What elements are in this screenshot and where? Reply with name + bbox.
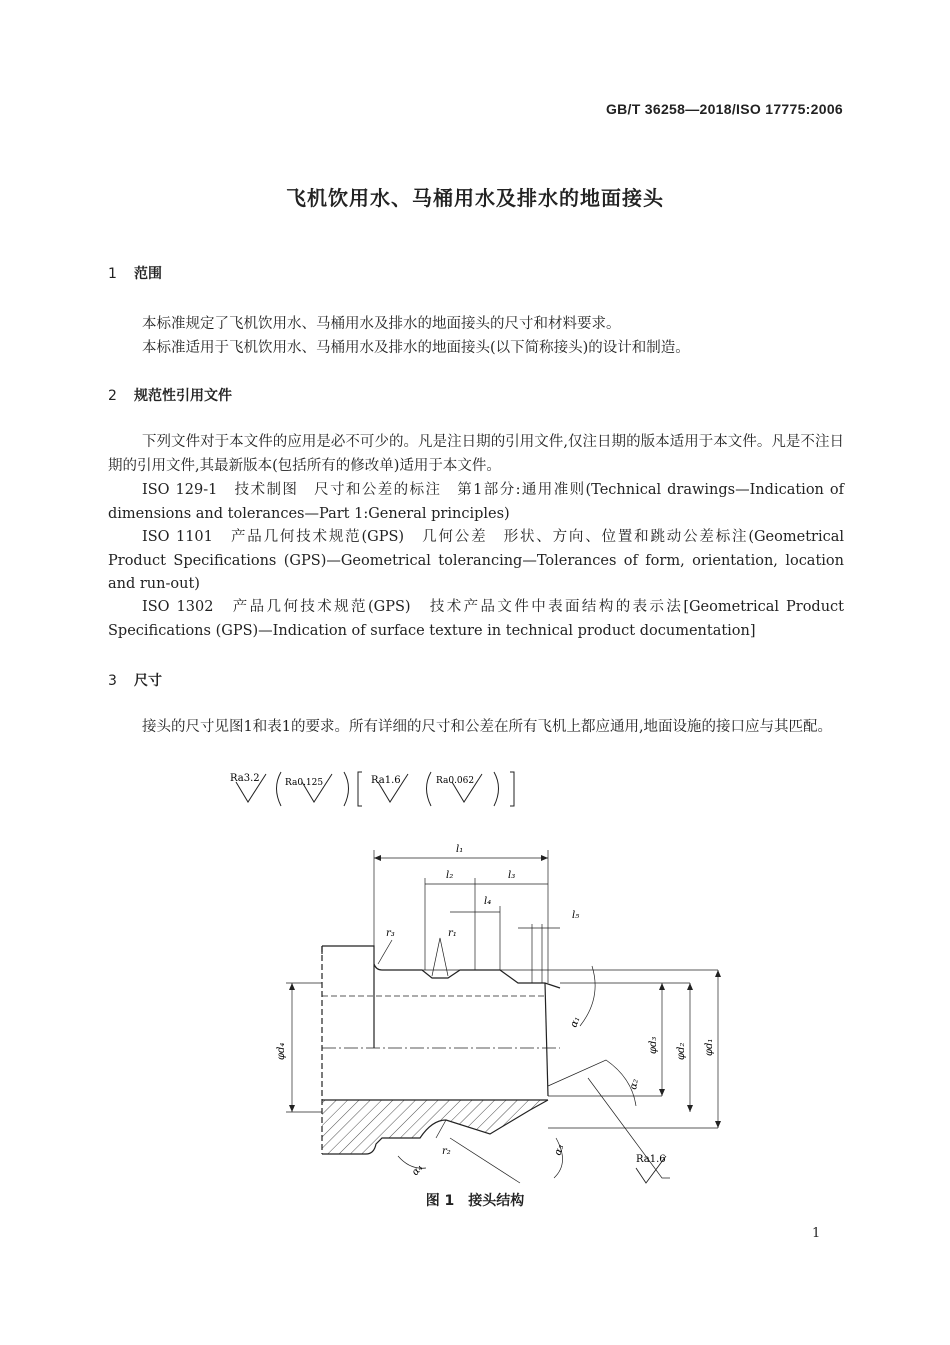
radius-r1: r₁ [448, 928, 457, 939]
angle-a1: α₁ [568, 1015, 583, 1030]
section-heading-dimensions [108, 670, 162, 690]
dim-l2: l₂ [446, 870, 454, 881]
figure-caption: 图 1 接头结构 [425, 1193, 525, 1209]
paragraph: 下列文件对于本文件的应用是必不可少的。凡是注日期的引用文件,仅注日期的版本适用于本文件。凡是不注日期的引用文件,其最新版本(包括所有的修改单)适用于本文件。 [108, 434, 844, 474]
section-number: 2 [108, 388, 117, 404]
angle-a2: α₂ [628, 1078, 641, 1091]
ra-label: Ra0.125 [285, 778, 324, 788]
paragraph: 接头的尺寸见图1和表1的要求。所有详细的尺寸和公差在所有飞机上都应通用,地面设施的接口应与其匹配。 [142, 719, 833, 735]
dim-l4: l₄ [484, 896, 492, 907]
angle-a4: α₄ [409, 1162, 426, 1178]
dim-l3: l₃ [508, 870, 516, 881]
dim-l1: l₁ [456, 844, 464, 855]
document-title: 飞机饮用水、马桶用水及排水的地面接头 [286, 186, 664, 210]
section-heading-normative-references [108, 385, 232, 405]
section-heading-scope [108, 263, 162, 283]
paragraph: 本标准规定了飞机饮用水、马桶用水及排水的地面接头的尺寸和材料要求。 [142, 316, 621, 332]
dim-d1: φd₁ [704, 1038, 715, 1056]
roughness-ra-label: Ra1.6 [636, 1154, 666, 1165]
page-number: 1 [812, 1226, 821, 1241]
radius-r3: r₃ [386, 928, 395, 939]
standard-code: GB/T 36258—2018/ISO 17775:2006 [605, 101, 843, 117]
angle-a3: α₃ [552, 1143, 567, 1158]
reference-iso-1302: ISO 1302 产品几何技术规范(GPS) 技术产品文件中表面结构的表示法[Geometrical Product Specifications (GPS)—Indication of surface texture in technical product documentation] [108, 599, 844, 639]
reference-iso-129-1: ISO 129-1 技术制图 尺寸和公差的标注 第1部分:通用准则(Technical drawings—Indication of dimensions and tolerances—Part 1:General principles) [108, 482, 844, 522]
section-title: 规范性引用文件 [134, 388, 232, 404]
paragraph: 本标准适用于飞机饮用水、马桶用水及排水的地面接头(以下简称接头)的设计和制造。 [142, 340, 690, 356]
section-title: 尺寸 [134, 673, 162, 689]
ra-label: Ra0.062 [436, 776, 475, 786]
dim-d2: φd₂ [676, 1042, 687, 1060]
section-title: 范围 [134, 266, 162, 282]
connector-structure-drawing [270, 838, 730, 1188]
radius-r2: r₂ [442, 1146, 451, 1157]
roughness-symbols [228, 766, 528, 810]
section-number: 1 [108, 266, 117, 282]
dim-d3: φd₃ [648, 1036, 659, 1054]
reference-iso-1101: ISO 1101 产品几何技术规范(GPS) 几何公差 形状、方向、位置和跳动公差标注(Geometrical Product Specifications (GPS)—Geometrical tolerancing—Tolerances of form, orientation, location and run-out) [108, 529, 844, 592]
ra-label: Ra1.6 [371, 775, 401, 786]
section-number: 3 [108, 673, 117, 689]
dim-d4: φd₄ [276, 1042, 287, 1060]
dim-l5: l₅ [572, 910, 580, 921]
ra-label: Ra3.2 [230, 773, 260, 784]
